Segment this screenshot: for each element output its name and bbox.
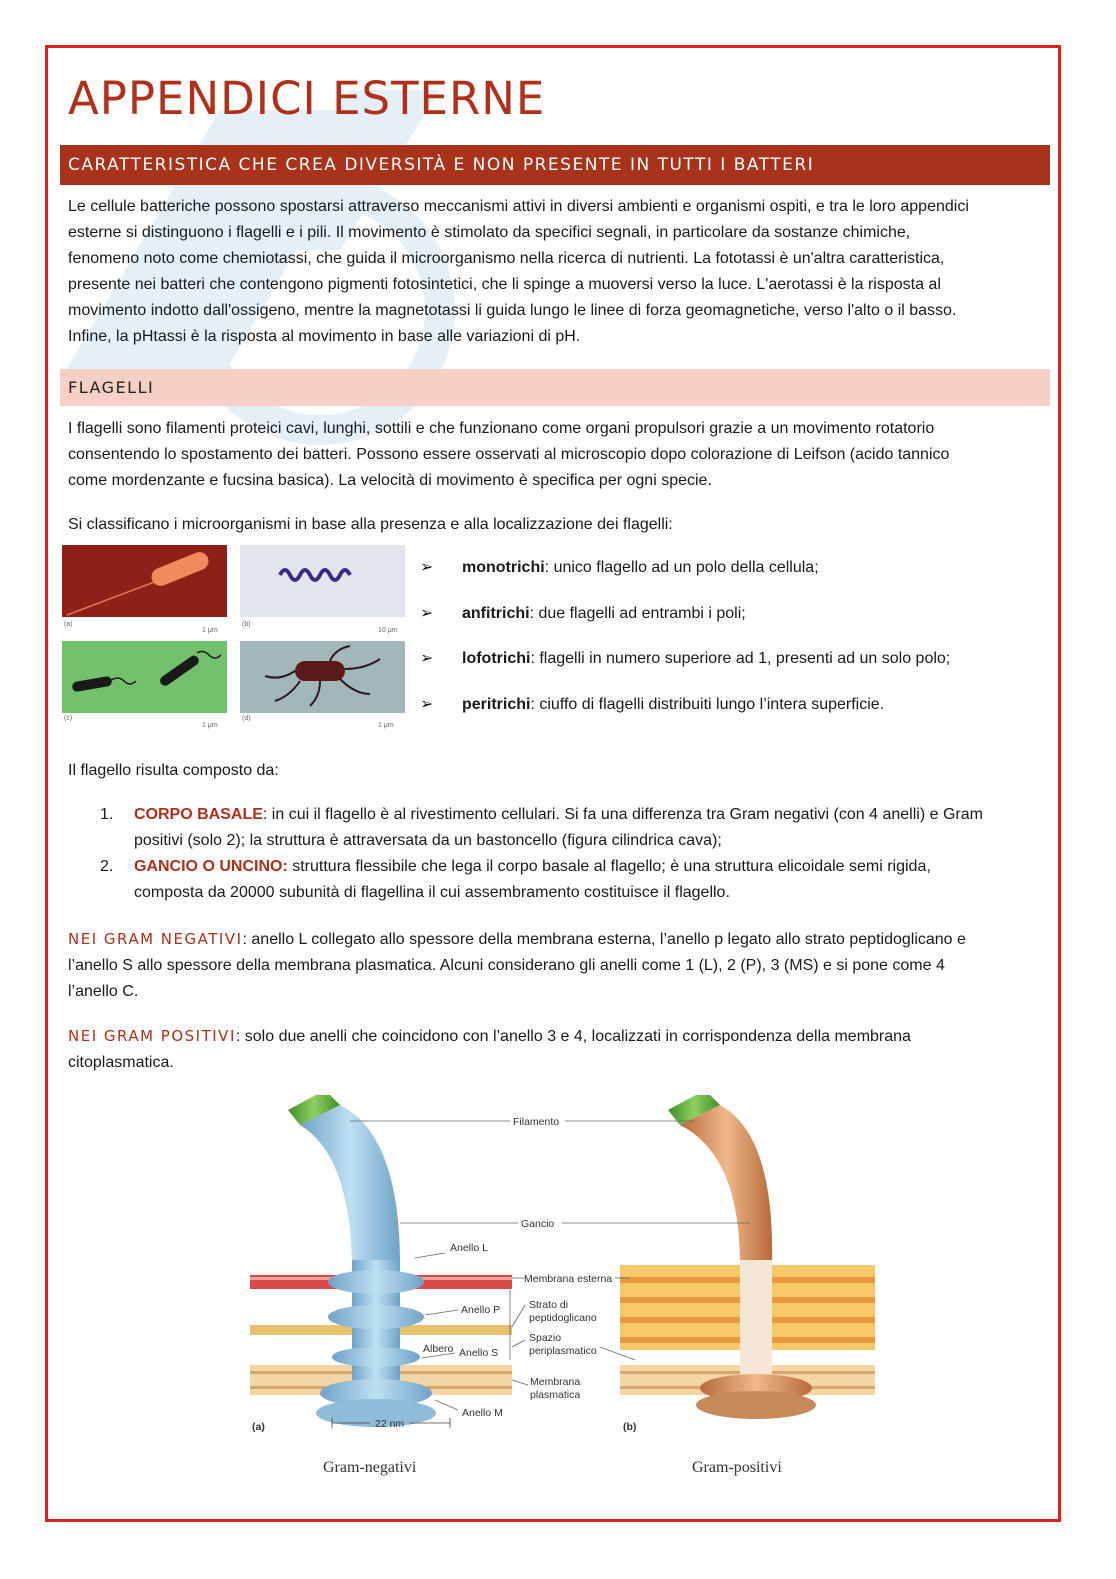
list-item (100, 854, 1030, 906)
list-item (420, 555, 1060, 601)
label-peptidoglicano: peptidoglicano (529, 1312, 597, 1324)
bullet-term: peritrichi (462, 695, 531, 713)
list-item (420, 692, 1060, 738)
flagelli-line: I flagelli sono filamenti proteici cavi, lunghi, sottili e che funzionano come organi propulsori grazie a un movimento rotatorio (68, 420, 935, 437)
label-albero: Albero (423, 1343, 454, 1355)
label-filamento: Filamento (513, 1116, 560, 1128)
intro-line: esterne si distinguono i flagelli e i pili. Il movimento è stimolato da specifici segnali, in particolare da sostanze chimiche, (68, 224, 911, 241)
label-scale: 22 nm (375, 1418, 405, 1430)
list-text: struttura flessibile che lega il corpo basale al flagello; è una struttura elicoidale semi rigida, (287, 858, 931, 875)
section-heading-caratteristica: CARATTERISTICA CHE CREA DIVERSITÀ E NON PRESENTE IN TUTTI I BATTERI (60, 145, 1050, 185)
arrow-bullet-icon: ➢ (420, 650, 434, 667)
flagellum-structure-diagram (240, 1095, 890, 1490)
label-anello-m: Anello M (462, 1407, 503, 1419)
list-text: : in cui il flagello è al rivestimento cellulari. Si fa una differenza tra Gram negativi (con 4 anelli) e Gram (262, 806, 983, 823)
flagelli-line: consentendo lo spostamento dei batteri. Possono essere osservati al microscopio dopo colorazione di Leifson (acido tannico (68, 446, 950, 463)
bullet-text: : flagelli in numero superiore ad 1, presenti ad un solo polo; (530, 650, 951, 667)
label-anello-s: Anello S (459, 1347, 499, 1359)
micrograph-spirillum (240, 545, 405, 617)
micrograph-monotrichous (62, 545, 227, 617)
bullet-term: anfitrichi (462, 604, 530, 622)
gram-negative-hook (300, 1105, 400, 1265)
ring-l (328, 1270, 424, 1294)
micro-caption: (a) (64, 621, 73, 628)
classify-line: Si classificano i microorganismi in base alla presenza e alla localizzazione dei flagelli: (68, 516, 673, 533)
intro-line: Infine, la pHtassi è la risposta al movimento in base alle variazioni di pH. (68, 328, 581, 345)
list-item (420, 601, 1060, 647)
arrow-bullet-icon: ➢ (420, 604, 434, 622)
label-plasmatica: plasmatica (530, 1389, 581, 1401)
gram-negative-text: l’anello C. (68, 983, 139, 1000)
list-item (100, 802, 1030, 854)
micrograph-lophotrichous (62, 641, 227, 713)
flagella-type-list (420, 555, 1060, 737)
label-anello-p: Anello P (461, 1304, 501, 1316)
bullet-text: : unico flagello ad un polo della cellula; (544, 559, 819, 576)
intro-line: Le cellule batteriche possono spostarsi attraverso meccanismi attivi in diversi ambienti e organismi ospiti, e tra le loro appendici (68, 198, 969, 215)
page-title: APPENDICI ESTERNE (68, 72, 546, 125)
intro-line: movimento indotto dall'ossigeno, mentre la magnetotassi li guida lungo le linee di forza geomagnetiche, verso l'alto o il basso. (68, 302, 957, 319)
label-strato: Strato di (529, 1299, 569, 1311)
gram-negative-text: l’anello S allo spessore della membrana plasmatica. Alcuni considerano gli anelli come 1 (L), 2 (P), 3 (MS) e si pone come 4 (68, 957, 945, 974)
gram-positive-hook (680, 1105, 772, 1265)
gram-positive-text: citoplasmatica. (68, 1054, 174, 1071)
caption-gram-positivi: Gram-positivi (692, 1459, 782, 1476)
label-panel-b: (b) (623, 1421, 637, 1433)
gram-negative-text: : anello L collegato allo spessore della membrana esterna, l’anello p legato allo strato peptidoglicano e (242, 931, 966, 948)
bullet-text: : ciuffo di flagelli distribuiti lungo l’intera superficie. (530, 695, 885, 713)
list-term: GANCIO O UNCINO: (134, 858, 288, 875)
micro-caption: (d) (242, 715, 251, 722)
label-anello-l: Anello L (450, 1242, 488, 1254)
list-text: composta da 20000 subunità di flagellina il cui assembramento costituisce il flagello. (134, 884, 730, 901)
micrograph-peritrichous (240, 641, 405, 713)
label-periplasmatico: periplasmatico (529, 1345, 597, 1357)
list-text: positivi (solo 2); la struttura è attraversata da un bastoncello (figura cilindrica cava); (134, 832, 722, 849)
micro-caption: 1 μm (202, 722, 218, 729)
label-gancio: Gancio (521, 1218, 555, 1230)
list-number: 2. (100, 858, 114, 875)
structure-list (100, 802, 1030, 906)
micro-caption: (b) (242, 621, 251, 628)
label-spazio: Spazio (529, 1332, 562, 1344)
micro-caption: 10 μm (378, 627, 398, 634)
caption-gram-negativi: Gram-negativi (323, 1459, 417, 1476)
arrow-bullet-icon: ➢ (420, 695, 434, 713)
micrograph-panel (62, 545, 404, 731)
list-item (420, 646, 1060, 692)
micro-caption: 1 μm (378, 722, 394, 729)
gram-positive-paragraph (68, 1023, 1040, 1076)
gram-negative-label: NEI GRAM NEGATIVI (68, 930, 243, 948)
intro-line: fenomeno noto come chemiotassi, che guida il microorganismo nella ricerca di nutrienti. La fototassi è un'altra caratteristica, (68, 250, 945, 267)
arrow-bullet-icon: ➢ (420, 559, 434, 576)
list-term: CORPO BASALE (134, 806, 263, 823)
ring-p (328, 1305, 424, 1329)
label-membrana-esterna: Membrana esterna (524, 1273, 613, 1285)
bullet-term: lofotrichi (462, 650, 531, 667)
label-membrana: Membrana (530, 1376, 581, 1388)
composed-line: Il flagello risulta composto da: (68, 762, 279, 779)
gram-positive-label: NEI GRAM POSITIVI (68, 1027, 236, 1045)
section-heading-flagelli: FLAGELLI (60, 369, 1050, 406)
list-number: 1. (100, 806, 114, 823)
micro-caption: 1 μm (202, 627, 218, 634)
flagelli-line: come mordenzante e fucsina basica). La velocità di movimento è specifica per ogni specie. (68, 472, 712, 489)
label-panel-a: (a) (252, 1421, 265, 1433)
intro-line: presente nei batteri che contengono pigmenti fotosintetici, che li spinge a muoversi verso la luce. L'aerotassi è la risposta al (68, 276, 941, 293)
bullet-term: monotrichi (462, 559, 545, 576)
gram-negative-paragraph (68, 926, 1040, 1005)
gram-positive-text: : solo due anelli che coincidono con l’anello 3 e 4, localizzati in corrispondenza della membrana (235, 1028, 911, 1045)
ring-s (332, 1347, 420, 1367)
micro-caption: (c) (64, 715, 73, 722)
bullet-text: : due flagelli ad entrambi i poli; (529, 604, 746, 622)
